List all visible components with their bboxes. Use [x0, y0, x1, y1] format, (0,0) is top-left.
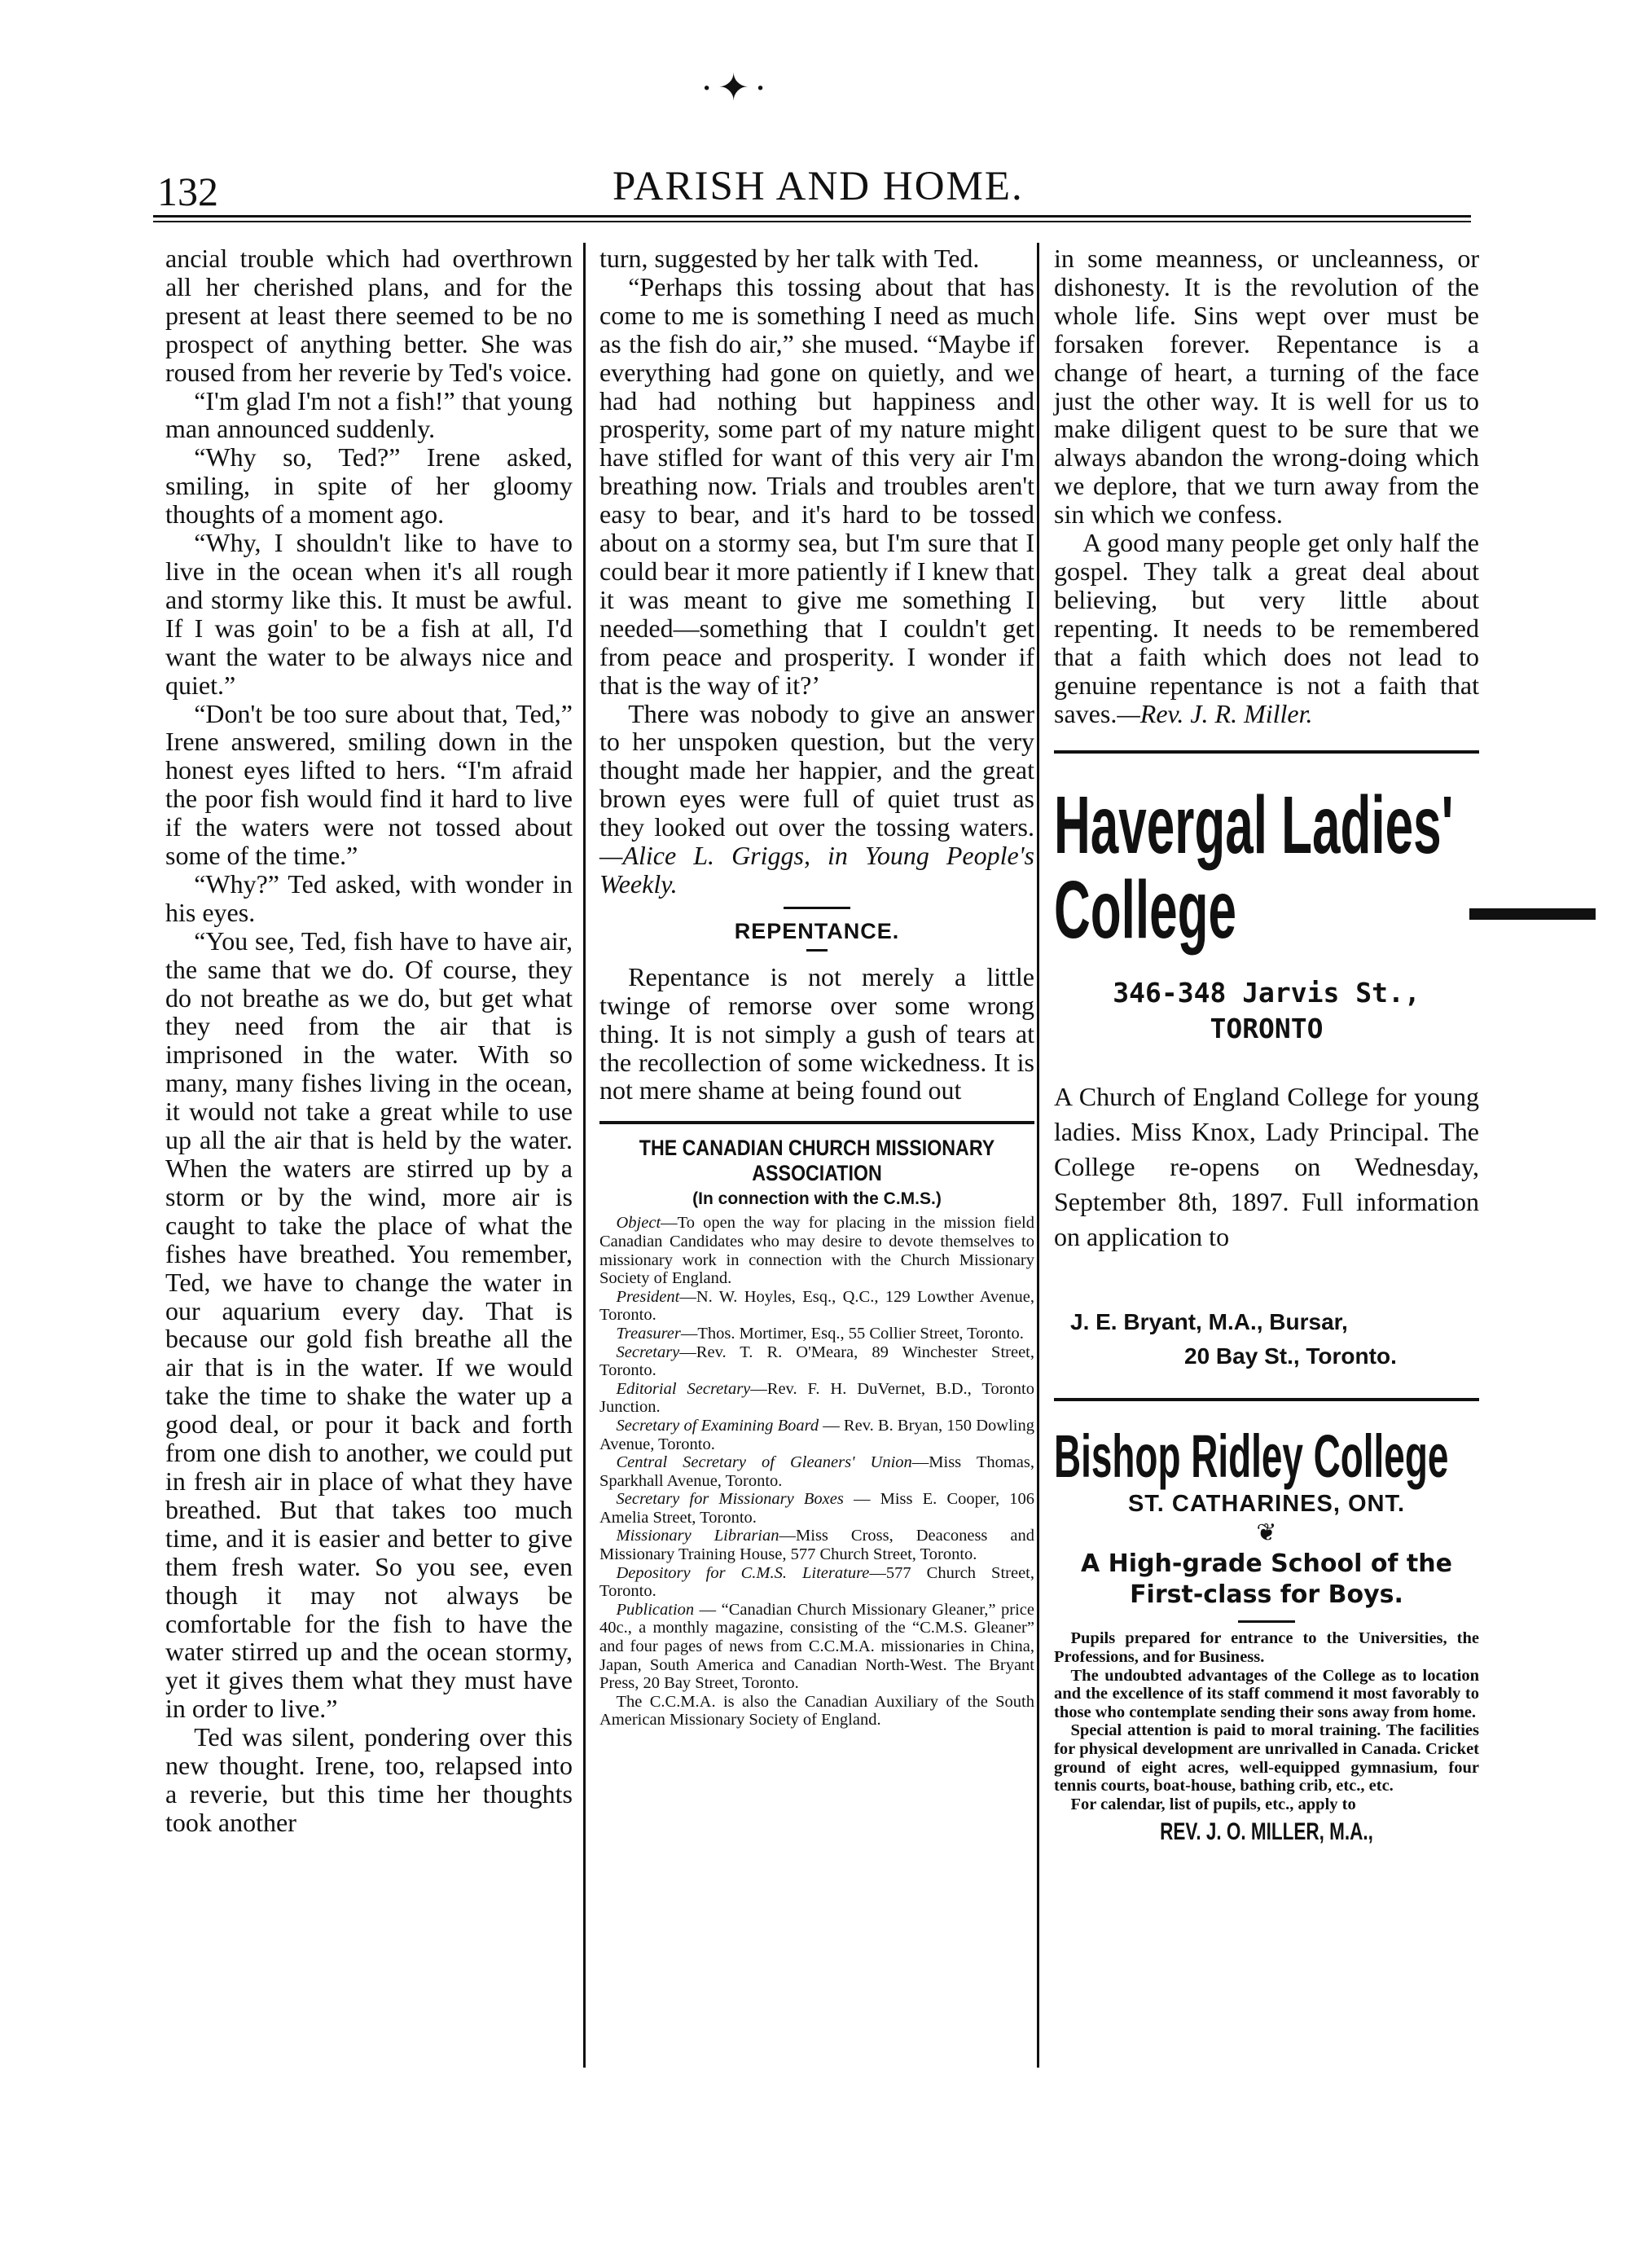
repentance-paragraph: in some meanness, or uncleanness, or dishonesty. It is the revolution of the whole life. Sins wept over must be forsaken forever. Repentance is a change of heart, a turning of the face just the other way. It is well for us to make diligent quest to be sure that we always abandon the wrong-doing which we deplore, that we turn away from the sin which we confess. — [1054, 244, 1479, 530]
cmca-entry-text: —N. W. Hoyles, Esq., Q.C., 129 Lowther Avenue, Toronto. — [599, 1287, 1034, 1325]
repentance-heading: REPENTANCE. — [734, 918, 900, 943]
cmca-entries — [599, 1214, 1034, 1730]
section-rule — [599, 1121, 1034, 1124]
cmca-entry-label: Secretary — [616, 1343, 680, 1361]
havergal-bursar-line1: J. E. Bryant, M.A., Bursar, — [1070, 1309, 1348, 1335]
cmca-entry-text: —Miss Cross, Deaconess and Missionary Training House, 577 Church Street, Toronto. — [599, 1527, 1035, 1564]
cmca-entry-label: Secretary of Examining Board — [616, 1416, 819, 1435]
decorative-bar — [1469, 908, 1596, 920]
havergal-address-line1: 346-348 Jarvis St., — [1113, 977, 1420, 1009]
cmca-entry-label: Editorial Secretary — [616, 1379, 751, 1398]
ridley-location: ST. CATHARINES, ONT. — [1127, 1491, 1406, 1518]
ridley-ad — [1054, 1422, 1479, 1846]
cmca-entry-label: Central Secretary of Gleaners' Union — [616, 1453, 912, 1472]
cmca-entry-text: — Rev. B. Bryan, 150 Dowling Avenue, Toronto. — [599, 1416, 1034, 1453]
running-head: PARISH AND HOME. — [613, 164, 1024, 209]
cmca-entry-label: Object — [616, 1214, 661, 1233]
repentance-paragraph: Repentance is not merely a little twinge of remorse over some wrong thing. It is not simply a gush of tears at the recollection of some wickedness. It is not mere shame at being found out — [599, 961, 1034, 1105]
ad-dash — [1238, 1620, 1295, 1623]
ridley-text: Special attention is paid to moral training. The facilities for physical development are unrivalled in Canada. Cricket ground of eight acres, well-equipped gymnasium, four tennis courts, boat-house, bathing crib, etc., etc. — [1054, 1721, 1479, 1796]
cmca-entry — [599, 1693, 1034, 1730]
cmca-subtitle: (In connection with the C.M.S.) — [692, 1189, 942, 1209]
header-rule — [153, 215, 1471, 222]
story-paragraph: “You see, Ted, fish have to have air, the same that we do. Of course, they do not breathe as we do, but get what they need from the air that is imprisoned in the water. With so many, many fishes living in the ocean, it would not take a great while to use up all the air that is held by the water. When the waters are stirred up by a storm or by the wind, more air is caught to take the place of what the fishes have breathed. You remember, Ted, we have to change the water in our aquarium every day. That is because our gold fish breathe all the air that is in the water. If we would take the time to shake the water up a good deal, or pour it back and forth from one dish to another, we could put in fresh air in place of what they have breathed. But that takes too much time, and it is easier and better to give them fresh water. So you see, even though it may not always be comfortable for the fish to have the water stirred up and the ocean stormy, yet it gives them what they must have in order to live.” — [165, 925, 573, 1724]
ridley-tagline: A High-grade School of the First-class for Boys. — [1081, 1549, 1452, 1610]
story-paragraph-text: There was nobody to give an answer to her unspoken question, but the very thought made her happier, and the great brown eyes were full of quiet trust as they looked out over the tossing waters. — [599, 698, 1034, 842]
cmca-entry-label: Treasurer — [616, 1324, 681, 1343]
cmca-entry-label: Depository for C.M.S. Literature — [616, 1563, 870, 1582]
cmca-entry — [599, 1288, 1034, 1325]
repentance-paragraph-text: A good many people get only half the gospel. They talk a great deal about believing, but very little about repenting. It needs to be remembered that a faith which does not lead to genuine repentance is not a faith that saves. — [1054, 528, 1479, 728]
ad-rule — [1054, 1398, 1479, 1401]
story-paragraph: “Don't be too sure about that, Ted,” Irene answered, smiling down in the honest eyes lifted to hers. “I'm afraid the poor fish would find it hard to live if the waters were not tossed about some of the time.” — [165, 698, 573, 871]
cmca-entry-text: —To open the way for placing in the mission field Canadian Candidates who may desire to devote themselves to missionary work in connection with the Church Missionary Society of England. — [599, 1214, 1034, 1288]
ornament-icon: ❦ — [1256, 1519, 1277, 1547]
story-paragraph: Ted was silent, pondering over this new thought. Irene, too, relapsed into a reverie, but this time her thoughts took another — [165, 1722, 573, 1837]
column-1 — [165, 244, 573, 1837]
ridley-text: The undoubted advantages of the College as to location and the excellence of its staff commend it most favorably to those who contemplate sending their sons away from home. — [1054, 1666, 1479, 1721]
havergal-name-row — [1054, 864, 1479, 956]
havergal-bursar-line2: 20 Bay St., Toronto. — [1184, 1343, 1397, 1369]
cmca-entry-text: —Rev. T. R. O'Meara, 89 Winchester Street, Toronto. — [599, 1343, 1034, 1380]
cmca-entry-text: —577 Church Street, Toronto. — [599, 1563, 1034, 1601]
heading-dash — [806, 949, 828, 952]
repentance-paragraph — [1054, 529, 1479, 727]
cmca-entry — [599, 1325, 1034, 1343]
cmca-entry — [599, 1380, 1034, 1417]
story-paragraph — [599, 700, 1034, 899]
ridley-contact: REV. J. O. MILLER, M.A., — [1160, 1818, 1373, 1846]
cmca-entry — [599, 1490, 1034, 1527]
havergal-address-line2: TORONTO — [1210, 1013, 1324, 1045]
ridley-name: Bishop Ridley College — [1054, 1422, 1449, 1491]
column-2 — [599, 244, 1034, 1730]
cmca-entry-text: — “Canadian Church Missionary Gleaner,” price 40c., a monthly magazine, consisting of the “C.M.S. Gleaner” and four pages of news from C.C.M.A. missionaries in China, Japan, South America and Canadian North-West. The Bryant Press, 20 Bay Street, Toronto. — [599, 1600, 1034, 1693]
column-3 — [1054, 244, 1479, 1846]
story-paragraph: “Perhaps this tossing about that has come to me is something I need as much as the fish do air,” she mused. “Maybe if everything had gone on quietly, and we had had nothing but happiness and prosperity, some part of my nature might have stifled for want of this very air I'm breathing now. Trials and troubles aren't easy to bear, and it's hard to be tossed about on a stormy sea, but I'm sure that I could bear it more patiently if I knew that it was meant to give me something I needed—something that I couldn't get from peace and prosperity. I wonder if that is the way of it?’ — [599, 271, 1034, 700]
cmca-entry — [599, 1343, 1034, 1380]
ridley-text: For calendar, list of pupils, etc., apply to — [1070, 1795, 1356, 1813]
cmca-entry — [599, 1417, 1034, 1453]
cmca-entry — [599, 1564, 1034, 1601]
cmca-entry-label: Publication — [616, 1600, 695, 1619]
cmca-entry-label: Missionary Librarian — [616, 1527, 779, 1545]
cmca-title: THE CANADIAN CHURCH MISSIONARY ASSOCIATION — [639, 1136, 995, 1186]
cmca-entry-label: President — [616, 1287, 680, 1306]
column-divider — [583, 243, 586, 2068]
section-divider — [784, 907, 850, 909]
havergal-description: A Church of England College for young ladies. Miss Knox, Lady Principal. The College re-opens on Wednesday, September 8th, 1897. Full information on application to — [1054, 1082, 1479, 1252]
havergal-ad — [1054, 780, 1479, 1374]
havergal-name-line1: Havergal Ladies' — [1054, 780, 1454, 872]
story-paragraph: ancial trouble which had overthrown all her cherished plans, and for the present at least there seemed to be no prospect of anything better. She was roused from her reverie by Ted's voice. — [165, 244, 573, 387]
story-paragraph: “I'm glad I'm not a fish!” that young man announced suddenly. — [165, 385, 573, 444]
cmca-entry-text: The C.C.M.A. is also the Canadian Auxiliary of the South American Missionary Society of England. — [599, 1692, 1034, 1730]
story-signature: —Alice L. Griggs, in Young People's Weekly. — [599, 841, 1034, 899]
havergal-name-line2: College — [1054, 864, 1236, 956]
ad-rule — [1054, 750, 1479, 754]
cmca-entry-text: —Thos. Mortimer, Esq., 55 Collier Street, Toronto. — [680, 1324, 1024, 1343]
cmca-entry-label: Secretary for Missionary Boxes — [616, 1490, 844, 1509]
cmca-entry — [599, 1527, 1034, 1563]
column-divider — [1037, 243, 1039, 2068]
cmca-entry-text: —Rev. F. H. DuVernet, B.D., Toronto Junction. — [599, 1379, 1034, 1417]
page-number: 132 — [157, 169, 218, 214]
top-ornament: ·✦· — [700, 67, 772, 108]
cmca-entry — [599, 1214, 1034, 1287]
story-paragraph: “Why, I shouldn't like to have to live in the ocean when it's all rough and stormy like this. It must be awful. If I was goin' to be a fish at all, I'd want the water to be always nice and quiet.” — [165, 528, 573, 700]
story-paragraph: “Why?” Ted asked, with wonder in his eyes. — [165, 868, 573, 927]
article-signature: —Rev. J. R. Miller. — [1117, 698, 1313, 728]
ridley-text: Pupils prepared for entrance to the Universities, the Professions, and for Business. — [1054, 1629, 1479, 1666]
cmca-entry-text: —Miss Thomas, Sparkhall Avenue, Toronto. — [599, 1453, 1034, 1490]
story-paragraph: “Why so, Ted?” Irene asked, smiling, in spite of her gloomy thoughts of a moment ago. — [165, 442, 573, 530]
story-paragraph: turn, suggested by her talk with Ted. — [599, 244, 980, 273]
cmca-entry — [599, 1601, 1034, 1693]
cmca-entry — [599, 1453, 1034, 1490]
cmca-entry-text: — Miss E. Cooper, 106 Amelia Street, Toronto. — [599, 1490, 1034, 1527]
